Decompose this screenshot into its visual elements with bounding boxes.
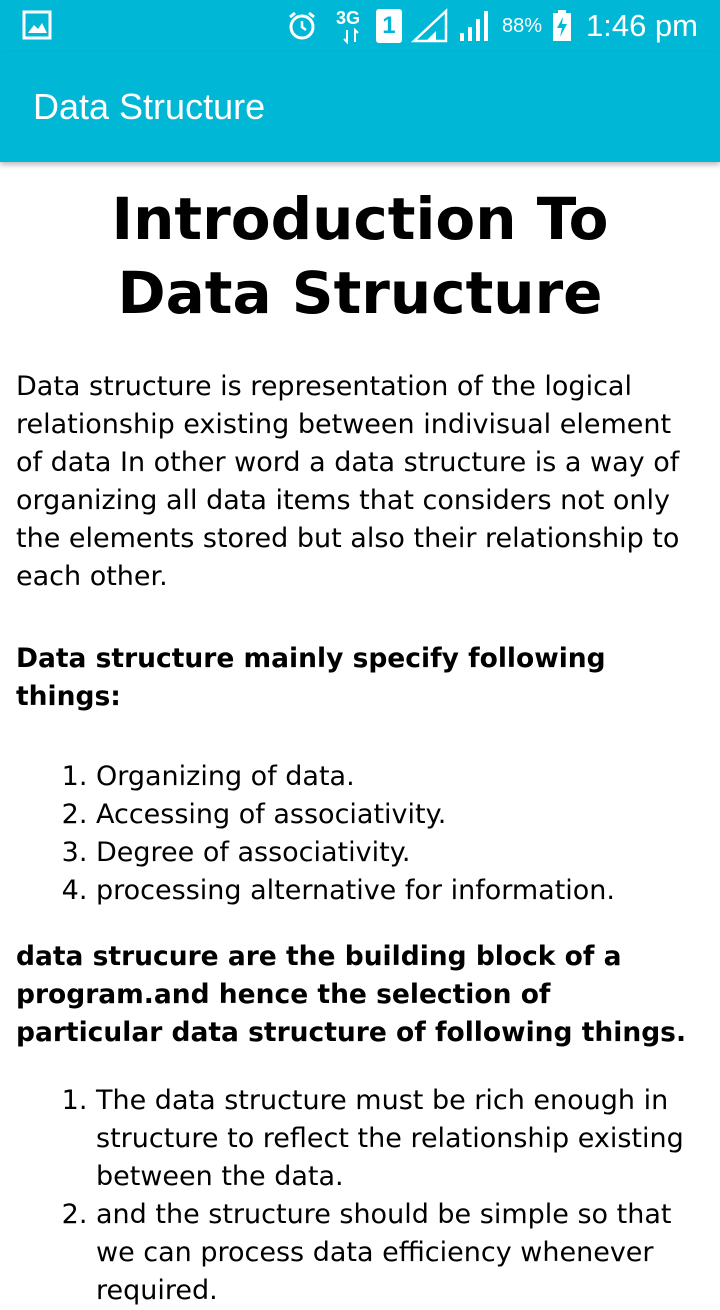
content-scroll-view[interactable] xyxy=(0,162,720,1306)
network-3g-icon xyxy=(336,8,366,44)
gallery-icon xyxy=(22,10,52,40)
sim-1-icon xyxy=(376,9,402,43)
section-2-heading: data strucure are the building block of a program.and hence the selection of particular data structure of following things. xyxy=(16,941,687,1048)
signal-sim2-icon xyxy=(458,9,492,43)
intro-paragraph: Data structure is representation of the logical relationship existing between indivisual element of data In other word a data structure is a way of organizing all data items that considers not only the elements stored but also their relationship to each other. xyxy=(16,371,680,592)
alarm-icon xyxy=(286,10,318,42)
app-title: Data Structure xyxy=(33,86,266,127)
app-bar xyxy=(0,52,720,162)
status-icons xyxy=(286,4,698,48)
list-item: 2. Accessing of associativity. xyxy=(96,796,704,834)
list-item: 1. The data structure must be rich enough in structure to reflect the relationship existing between the data. xyxy=(96,1082,704,1196)
section-2-list xyxy=(0,1082,720,1310)
page-title: Introduction To Data Structure xyxy=(111,185,609,327)
list-item: 3. Degree of associativity. xyxy=(96,834,704,872)
battery-percent: 88% xyxy=(501,14,542,37)
section-1-list xyxy=(0,758,720,910)
clock: 1:46 pm xyxy=(585,8,698,43)
list-item: 2. and the structure should be simple so that we can process data efficiency whenever required. xyxy=(96,1196,704,1310)
sim-label: 1 xyxy=(382,12,396,39)
network-label: 3G xyxy=(335,8,360,28)
list-item: 4. processing alternative for information. xyxy=(96,872,704,910)
status-bar xyxy=(0,0,720,52)
signal-sim1-icon xyxy=(412,9,448,43)
list-item: 1. Organizing of data. xyxy=(96,758,704,796)
section-1-heading: Data structure mainly specify following things: xyxy=(16,643,606,712)
battery-charging-icon xyxy=(552,10,572,42)
